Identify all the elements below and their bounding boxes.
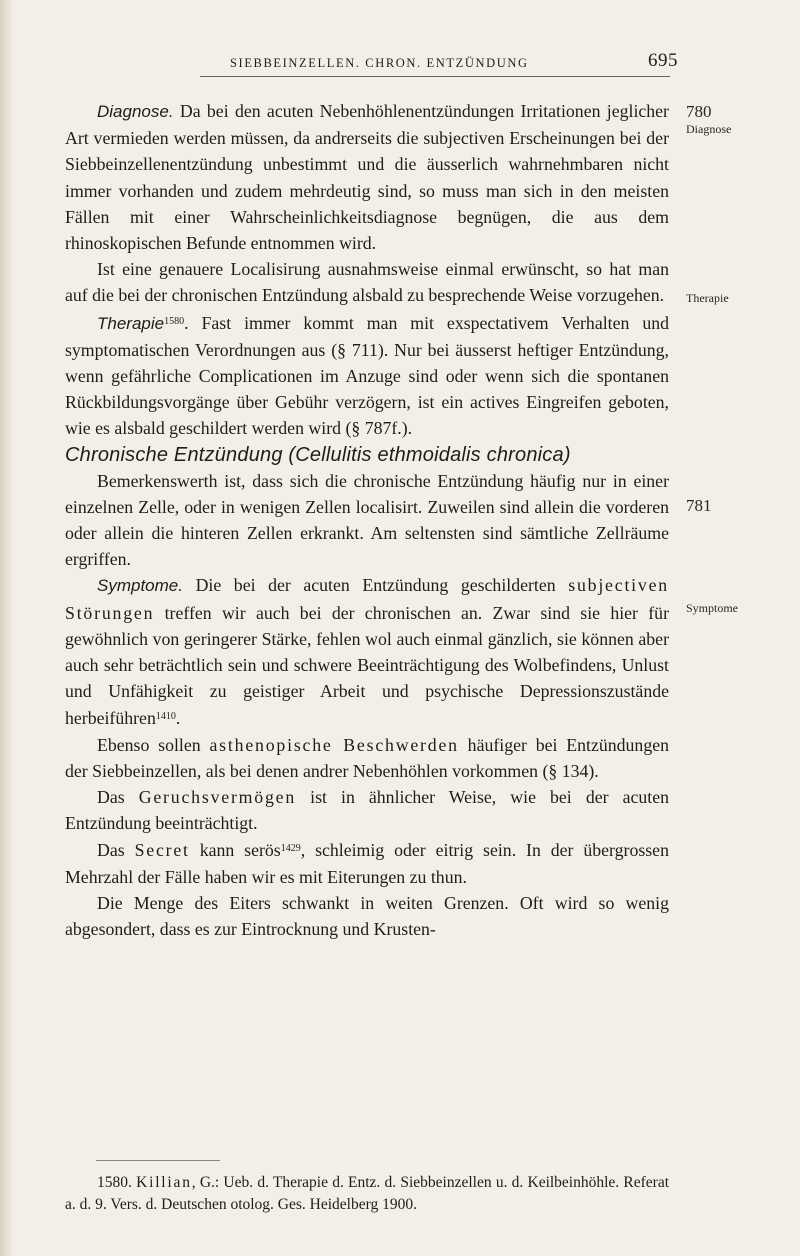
paragraph-symptome (65, 572, 669, 731)
page-number: 695 (648, 50, 678, 71)
reference-number: 1410 (155, 711, 176, 723)
footnote (65, 1172, 669, 1216)
paragraph-eiter: Die Menge des Eiters schwankt in weiten Grenzen. Oft wird so wenig abgesondert, dass es zur Eintrocknung und Krusten- (65, 892, 669, 940)
symptome-text: Die bei der acuten Entzündung geschilderten (195, 575, 556, 596)
margin-note-therapie (686, 291, 729, 306)
footnote-author: Killian (136, 1174, 192, 1191)
margin-note-symptome (686, 601, 738, 616)
paragraph-geruch (65, 784, 669, 836)
heading-therapie: Therapie (97, 313, 165, 333)
footnote-rule (96, 1160, 220, 1161)
section-title: Chronische Entzündung (Cellulitis ethmoidalis chronica) (65, 443, 571, 466)
paragraph-secret (65, 836, 669, 889)
heading-symptome: Symptome. (97, 576, 183, 596)
header-rule (200, 76, 670, 77)
diagnose-text: Da bei den acuten Nebenhöhlenentzündungen Irritationen jeglicher Art vermieden werden müssen, da andrerseits die subjectiven Erscheinungen bei der Siebbeinzellenentzündung unbestimmt und die äusserlich wahrnehmbaren nicht immer vorhanden und zudem mehrdeutig sind, so muss man sich in den meisten Fällen mit einer Wahrscheinlichkeitsdiagnose begnügen, die aus dem rhinoskopischen Befunde entnommen wird. (65, 101, 669, 254)
sentence-end: . (175, 708, 181, 729)
reference-number: 1429 (280, 843, 301, 855)
margin-label: Symptome (686, 601, 739, 615)
heading-diagnose: Diagnose. (97, 102, 174, 121)
reference-number: 1580 (164, 315, 185, 327)
spaced-term: subjectiven Störungen (65, 575, 669, 623)
therapie-text: . Fast immer kommt man mit exspectativem Verhalten und symptomatischen Verordnungen aus (§ 711). Nur bei äusserst heftiger Entzündung, wenn gefährliche Complicationen im Anzuge sind oder wenn sich die spontanen Rückbildungsvorgänge über Gebühr verzögern, ist ein actives Eingreifen geboten, wie es alsbald geschildert werden wird (§ 787f.). (65, 312, 669, 439)
margin-note-diagnose (686, 102, 731, 137)
spaced-term: Geruchsvermögen (138, 787, 297, 808)
margin-note-781 (686, 496, 712, 516)
paragraph-localisirung: Ist eine genauere Localisirung ausnahmsweise einmal erwünscht, so hat man auf die bei der chronischen Entzündung alsbald zu besprechende Weise vorzugehen. (65, 259, 669, 306)
paragraph-text: Ebenso sollen (97, 734, 201, 755)
paragraph-asthenopisch (65, 732, 669, 784)
paragraph-bemerkenswerth: Bemerkenswerth ist, dass sich die chronische Entzündung häufig nur in einer einzelnen Zelle, oder in wenigen Zellen localisirt. Zuweilen sind allein die vorderen oder allein die hinteren Zellen erkrankt. Am seltensten sind sämtliche Zellräume ergriffen. (65, 470, 669, 570)
paragraph-text: Das (97, 787, 125, 808)
paragraph-text: kann serös (199, 840, 281, 861)
paragraph-therapie (65, 309, 669, 442)
paragraph-diagnose (65, 98, 669, 256)
paragraph-text: Das (97, 840, 125, 861)
page-spine-shadow (0, 0, 14, 1256)
margin-label: Therapie (686, 291, 729, 305)
margin-paragraph-number: 780 (686, 102, 712, 121)
paragraph-text: , schleimig oder eitrig sein. In der übergrossen Mehrzahl der Fälle haben wir es mit Eiterungen zu thun. (65, 840, 669, 887)
footnote-text: , G.: Ueb. d. Therapie d. Entz. d. Siebbeinzellen u. d. Keilbeinhöhle. Referat a. d. 9. Vers. d. Deutschen otolog. Ges. Heidelberg 1900. (65, 1174, 669, 1213)
running-title: SIEBBEINZELLEN. CHRON. ENTZÜNDUNG (230, 56, 529, 70)
spaced-term: Secret (134, 840, 190, 861)
footnote-number: 1580. (97, 1174, 132, 1191)
symptome-text: treffen wir auch bei der chronischen an. Zwar sind sie hier für gewöhnlich von geringerer Stärke, fehlen wol auch einmal gänzlich, sie können aber auch sehr beträchtlich sein und schwere Beeinträchtigung des Wolbefindens, Unlust und Unfähigkeit zu geistiger Arbeit und psychische Depressionszustände herbeiführen (65, 602, 669, 729)
paragraph-text: häufiger bei Entzündungen der Siebbeinzellen, als bei denen andrer Nebenhöhlen vorkommen (§ 134). (65, 734, 669, 781)
spaced-term: asthenopische Beschwerden (209, 734, 459, 755)
margin-label: Diagnose (686, 122, 732, 136)
paragraph-text: ist in ähnlicher Weise, wie bei der acuten Entzündung beeinträchtigt. (65, 787, 669, 834)
margin-paragraph-number: 781 (686, 496, 712, 515)
body-text (65, 98, 669, 942)
